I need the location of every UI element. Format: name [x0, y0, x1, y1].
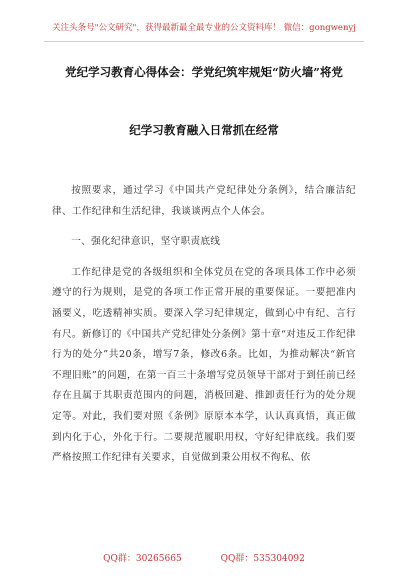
intro-paragraph: 按照要求，通过学习《中国共产党纪律处分条例》，结合廉洁纪律、工作纪律和生活纪律，我谈谈两点个人体会。 — [52, 185, 356, 217]
paragraph-spacer — [52, 253, 356, 263]
document-title-line-2: 纪学习教育融入日常抓在经常 — [129, 123, 279, 137]
paragraph-spacer — [52, 222, 356, 232]
header-banner-text: 关注头条号"公文研究"，获得最新最全最专业的公文资料库！ 微信：gongwenyj — [52, 23, 356, 33]
body-paragraph: 工作纪律是党的各级组织和全体党员在党的各项具体工作中必须遵守的行为规则，是党的各项工作正常开展的重要保证。一要把准内涵要义，吃透精神实质。要深入学习纪律规定，做到心中有纪、言行有尺。新修订的《中国共产党纪律处分条例》第十章“对违反工作纪律行为的处分”共20条，增写7条，修改6条。比如，为推动解决“新官不理旧账”的问题，在第一百三十条增写党员领导干部对于到任前已经存在且属于其职责范围内的问题，消极回避、推卸责任行为的处分规定等。对此，我们要对照《条例》原原本本学，认认真真悟，真正做到内化于心，外化于行。二要规范履职用权，守好纪律底线。我们要严格按照工作纪律有关要求，自觉做到秉公用权不徇私、依 — [52, 266, 356, 464]
section-heading: 一、强化纪律意识，坚守职责底线 — [71, 236, 221, 248]
footer — [0, 553, 408, 565]
document-body — [52, 181, 356, 469]
header-divider — [44, 41, 364, 42]
document-title-line-1: 党纪学习教育心得体会：学党纪筑牢规矩“防火墙”将党 — [65, 65, 343, 79]
footer-qq-group-2: QQ群：535304092 — [220, 554, 305, 564]
header-banner — [40, 22, 368, 34]
footer-qq-group-1: QQ群：30265665 — [103, 554, 182, 564]
